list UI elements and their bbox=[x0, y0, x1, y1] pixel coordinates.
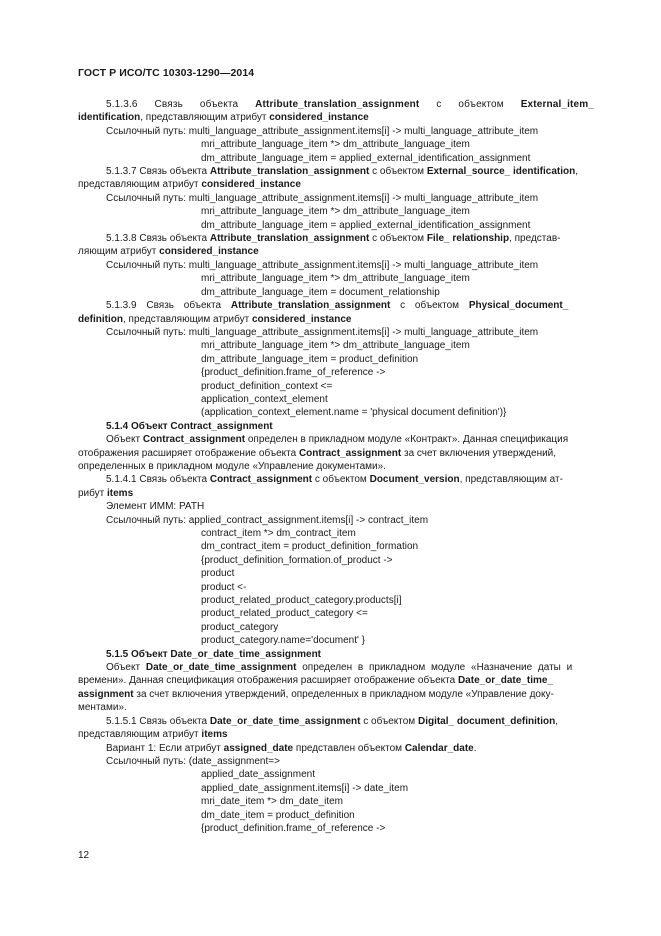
path-line: {product_definition.frame_of_reference -> bbox=[201, 367, 386, 379]
path-line: dm_attribute_language_item = applied_external_identification_assignment bbox=[201, 152, 531, 164]
link-path-label: Ссылочный путь: (date_assignment=> bbox=[106, 755, 280, 767]
clause-5-1-3-6-cont: identification, представляющим атрибут considered_instance bbox=[78, 112, 369, 124]
clause-5-1-5-1: 5.1.5.1 Связь объекта Date_or_date_time_assignment с объектом Digital_ document_definition, bbox=[106, 715, 558, 727]
link-path-label: Ссылочный путь: multi_language_attribute_assignment.items[i] -> multi_language_attribute_item bbox=[106, 326, 539, 338]
path-line: {product_definition.frame_of_reference -> bbox=[201, 822, 386, 834]
path-line: (date_assignment=> bbox=[188, 755, 280, 767]
clause-5-1-3-9: 5.1.3.9 Связь объекта Attribute_translation_assignment с объектом Physical_document_ bbox=[106, 300, 569, 312]
path-line: dm_date_item = product_definition bbox=[201, 809, 355, 821]
clause-5-1-4-1: 5.1.4.1 Связь объекта Contract_assignment с объектом Document_version, представляющим ат- bbox=[106, 474, 563, 486]
clause-5-1-3-9-cont: definition, представляющим атрибут considered_instance bbox=[78, 313, 352, 325]
path-line: applied_date_assignment bbox=[201, 769, 315, 781]
path-line: applied_contract_assignment.items[i] -> contract_item bbox=[188, 514, 429, 526]
path-line: multi_language_attribute_assignment.items[i] -> multi_language_attribute_item bbox=[188, 259, 539, 271]
path-line: mri_attribute_language_item *> dm_attribute_language_item bbox=[201, 273, 470, 285]
path-line: multi_language_attribute_assignment.items[i] -> multi_language_attribute_item bbox=[188, 125, 539, 137]
path-line: multi_language_attribute_assignment.items[i] -> multi_language_attribute_item bbox=[188, 192, 539, 204]
clause-5-1-3-8-cont: ляющим атрибут considered_instance bbox=[78, 246, 259, 258]
clause-5-1-3-6: 5.1.3.6 Связь объекта Attribute_translation_assignment с объектом External_item_ bbox=[106, 99, 594, 110]
page-header: ГОСТ Р ИСО/ТС 10303-1290—2014 bbox=[78, 67, 255, 79]
path-line: mri_attribute_language_item *> dm_attribute_language_item bbox=[201, 139, 470, 151]
path-line: applied_date_assignment.items[i] -> date_item bbox=[201, 782, 409, 794]
link-path-label: Ссылочный путь: multi_language_attribute_assignment.items[i] -> multi_language_attribute_item bbox=[106, 259, 539, 271]
path-line: dm_contract_item = product_definition_formation bbox=[201, 541, 419, 553]
path-line: product <- bbox=[201, 581, 247, 593]
paragraph: Объект Contract_assignment определен в прикладном модуле «Контракт». Данная спецификация bbox=[106, 434, 569, 446]
path-line: mri_attribute_language_item *> dm_attribute_language_item bbox=[201, 340, 470, 352]
document-body bbox=[78, 98, 615, 835]
path-line: {product_definition_formation.of_product -> bbox=[201, 554, 393, 566]
paragraph: отображения расширяет отображение объекта Contract_assignment за счет включения утверждений, bbox=[78, 447, 557, 459]
path-line: (application_context_element.name = 'physical document definition')} bbox=[201, 407, 507, 419]
path-line: product_related_product_category <= bbox=[201, 608, 368, 620]
section-heading-5-1-4: 5.1.4 Объект Contract_assignment bbox=[106, 420, 273, 432]
path-line: product_category.name='document' } bbox=[201, 635, 366, 647]
path-line: product_definition_context <= bbox=[201, 380, 333, 392]
path-line: dm_attribute_language_item = product_definition bbox=[201, 353, 419, 365]
paragraph: Объект Date_or_date_time_assignment определен в прикладном модуле «Назначение даты и bbox=[106, 662, 573, 674]
path-line: application_context_element bbox=[201, 393, 328, 405]
path-line: product_category bbox=[201, 621, 279, 633]
path-line: mri_attribute_language_item *> dm_attribute_language_item bbox=[201, 206, 470, 218]
path-line: dm_attribute_language_item = document_relationship bbox=[201, 286, 440, 298]
section-heading-5-1-5: 5.1.5 Объект Date_or_date_time_assignment bbox=[106, 648, 322, 660]
variant-line: Вариант 1: Если атрибут assigned_date представлен объектом Calendar_date. bbox=[106, 742, 477, 754]
clause-5-1-3-7: 5.1.3.7 Связь объекта Attribute_translation_assignment с объектом External_source_ identification, bbox=[106, 166, 578, 178]
clause-5-1-5-1-cont: представляющим атрибут items bbox=[78, 729, 228, 741]
clause-5-1-3-7-cont: представляющим атрибут considered_instance bbox=[78, 179, 301, 191]
imm-element: Элемент ИММ: PATH bbox=[106, 501, 205, 513]
path-line: dm_attribute_language_item = applied_external_identification_assignment bbox=[201, 219, 531, 231]
path-line: contract_item *> dm_contract_item bbox=[201, 528, 356, 539]
page-number: 12 bbox=[78, 850, 90, 861]
path-line: multi_language_attribute_assignment.items[i] -> multi_language_attribute_item bbox=[188, 326, 539, 338]
path-line: mri_date_item *> dm_date_item bbox=[201, 796, 344, 808]
path-line: product_related_product_category.products[i] bbox=[201, 595, 402, 607]
link-path-label: Ссылочный путь: multi_language_attribute_assignment.items[i] -> multi_language_attribute_item bbox=[106, 192, 539, 204]
link-path-label: Ссылочный путь: multi_language_attribute_assignment.items[i] -> multi_language_attribute_item bbox=[106, 125, 539, 137]
paragraph: assignment за счет включения утверждений, определенных в прикладном модуле «Управление доку- bbox=[78, 688, 554, 700]
paragraph: времени». Данная спецификация отображения расширяет отображение объекта Date_or_date_time_ bbox=[78, 675, 553, 687]
paragraph: ментами». bbox=[78, 702, 127, 714]
clause-5-1-3-8: 5.1.3.8 Связь объекта Attribute_translation_assignment с объектом File_ relationship, представ- bbox=[106, 233, 561, 245]
clause-5-1-4-1-cont: рибут items bbox=[78, 487, 134, 499]
link-path-label: Ссылочный путь: applied_contract_assignment.items[i] -> contract_item bbox=[106, 514, 429, 526]
path-line: product bbox=[201, 568, 235, 580]
paragraph: определенных в прикладном модуле «Управление документами». bbox=[78, 460, 386, 472]
